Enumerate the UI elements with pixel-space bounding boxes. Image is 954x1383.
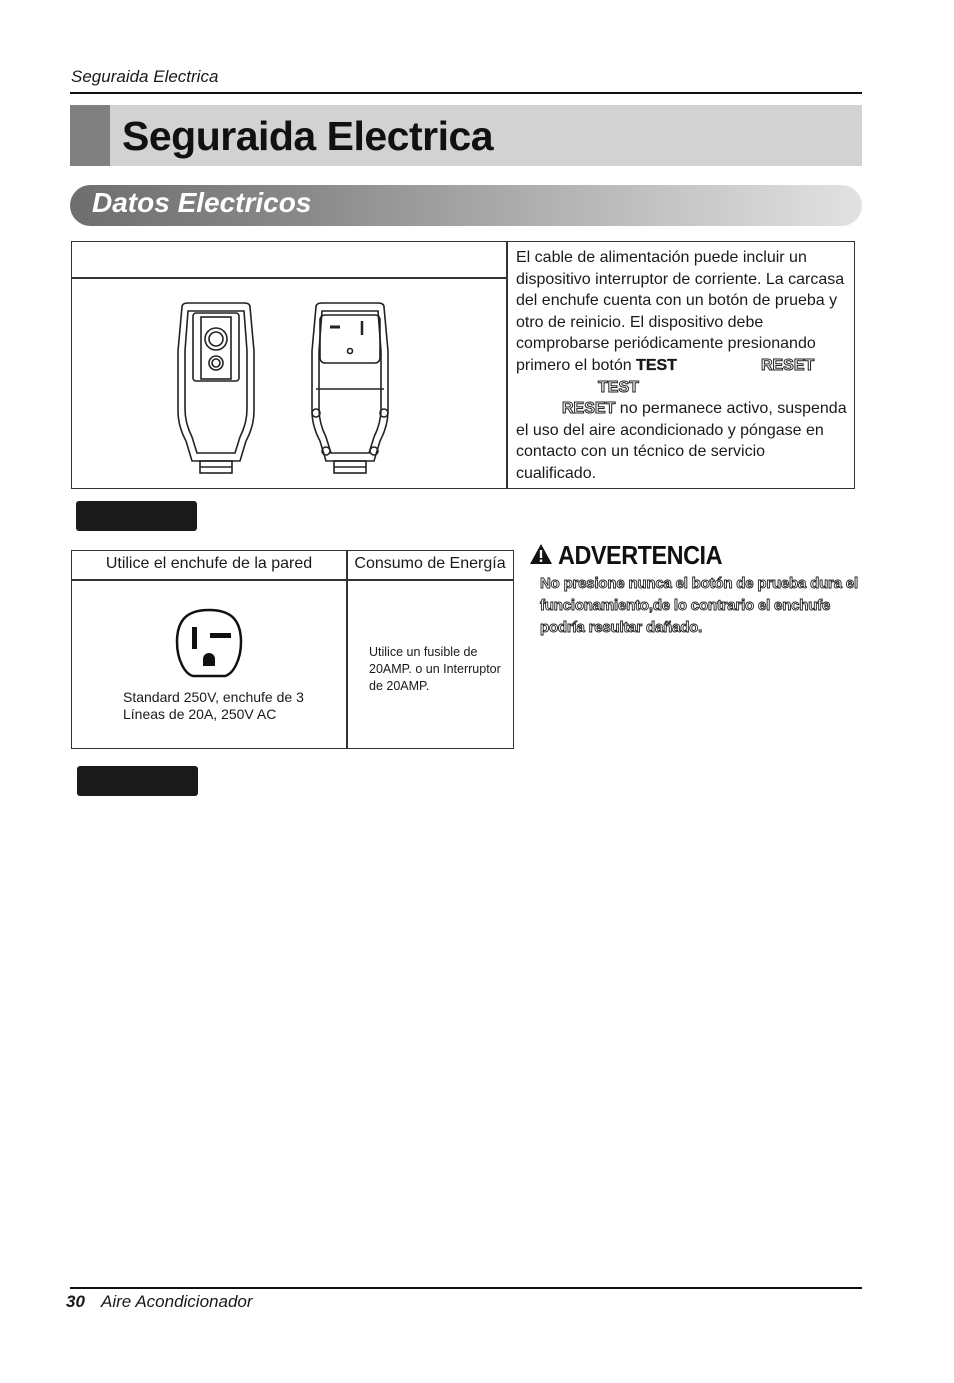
outlet-table-header-1: Utilice el enchufe de la pared xyxy=(105,555,313,572)
test-label-2: TEST xyxy=(598,378,639,396)
warning-title: ADVERTENCIA xyxy=(558,540,723,570)
reset-label-2: RESET xyxy=(562,400,616,418)
outlet-table-header-rule xyxy=(71,579,514,581)
reset-label: RESET xyxy=(760,356,815,374)
device-table-header-rule xyxy=(71,277,507,279)
page-number: 30 xyxy=(66,1292,85,1311)
wall-outlet-icon xyxy=(175,608,243,678)
title-accent-block xyxy=(70,105,110,166)
note-label-1 xyxy=(76,501,197,531)
warning-text: No presione nunca el botón de prueba dura el funcionamiento,de lo contrario el enchufe podría resultar dañado. xyxy=(540,575,858,636)
footer-text: Aire Acondicionador xyxy=(101,1292,253,1311)
plug-front-icon xyxy=(170,301,262,476)
note-label-2 xyxy=(77,766,198,796)
running-header: Seguraida Electrica xyxy=(71,67,219,86)
page-title: Seguraida Electrica xyxy=(122,113,494,159)
section-title: Datos Electricos xyxy=(92,187,312,218)
outlet-spec: Standard 250V, enchufe de 3 Líneas de 20A, 250V AC xyxy=(123,689,304,722)
header-rule xyxy=(70,92,862,94)
device-description: El cable de alimentación puede incluir un dispositivo interruptor de corriente. La carcasa del enchufe cuenta con un botón de prueba y otro de reinicio. El dispositivo debe comprobarse periódicamente presionando primero el botón TEST RESET TEST RESET no permanece activo, suspenda el uso del aire acondicionado y póngase en contacto con un técnico de servicio cualificado. xyxy=(516,249,847,482)
outlet-table-header-2: Consumo de Energía xyxy=(354,555,506,572)
footer-rule xyxy=(70,1287,862,1289)
test-label: TEST xyxy=(636,356,677,374)
plug-back-icon xyxy=(304,301,396,476)
power-spec: Utilice un fusible de 20AMP. o un Interruptor de 20AMP. xyxy=(369,645,501,693)
warning-triangle-icon xyxy=(529,543,553,565)
